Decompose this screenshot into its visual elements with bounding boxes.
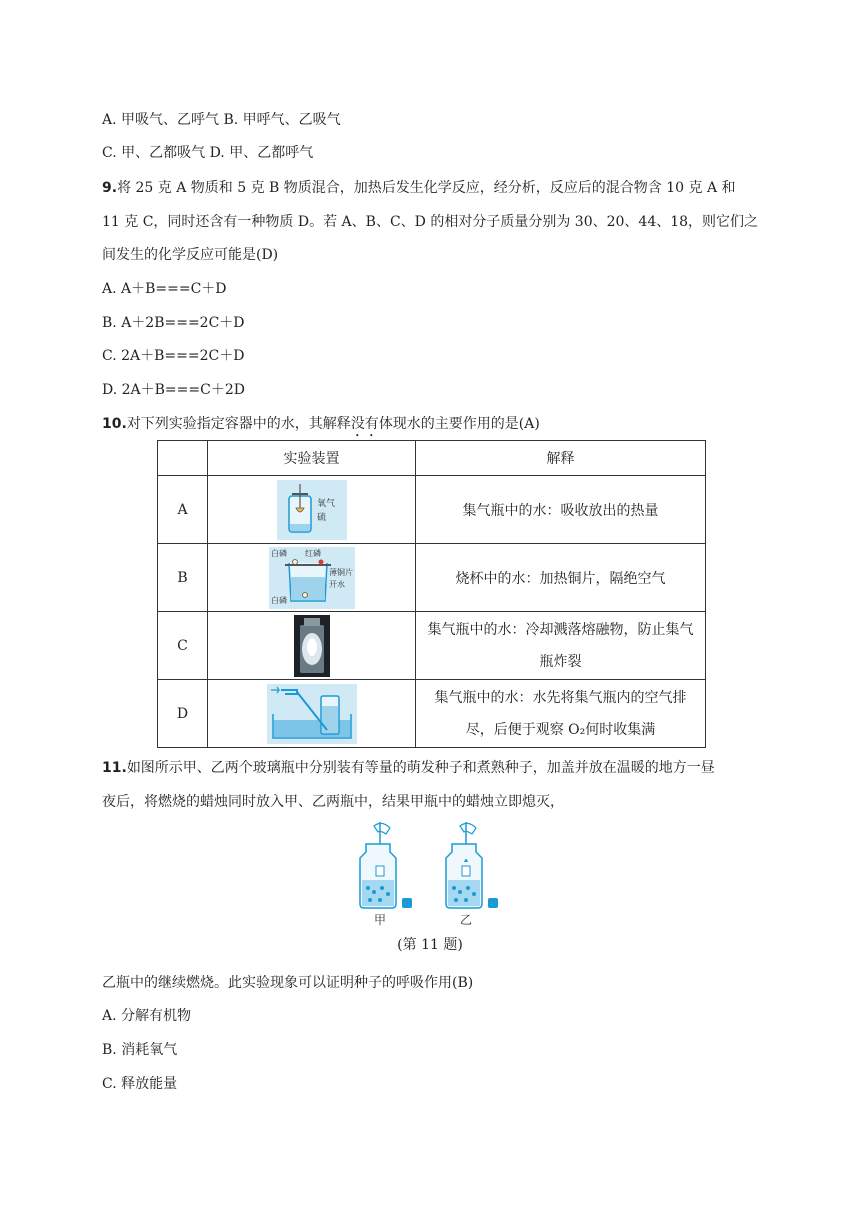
q10-row-a (158, 476, 706, 544)
q10-row-d (158, 680, 706, 748)
jar-yi-label: 乙 (460, 913, 473, 927)
seed-jars-figure (352, 818, 508, 930)
jar-jia (360, 822, 412, 927)
q10-apparatus-a (208, 476, 416, 544)
q11-number: 11. (102, 760, 127, 776)
q9-stem-line3: 间发生的化学反应可能是(D) (102, 247, 279, 263)
q10-explanation-b: 烧杯中的水：加热铜片，隔绝空气 (416, 544, 706, 612)
q11-text1: 如图所示甲、乙两个玻璃瓶中分别装有等量的萌发种子和煮熟种子，加盖并放在温暖的地方一昼 (126, 760, 715, 776)
q10-apparatus-b (208, 544, 416, 612)
q9-option-a: A. A＋B===C＋D (102, 281, 227, 297)
sulfur-burning-jar-figure (277, 480, 347, 540)
q10-stem-before: 对下列实验指定容器中的水，其解释 (126, 416, 351, 432)
iron-burning-jar-photo (294, 615, 330, 677)
q11-option-a: A. 分解有机物 (102, 1008, 192, 1024)
q11-stem-line1 (102, 758, 715, 778)
label-white-phosphorus-water: 白磷 (270, 595, 287, 605)
q9-text1: 将 25 克 A 物质和 5 克 B 物质混合，加热后发生化学反应，经分析，反应后的混合物含 10 克 A 和 (117, 180, 736, 196)
q11-option-b: B. 消耗氧气 (102, 1042, 178, 1058)
q10-table-header (158, 441, 706, 476)
q11-figure-caption: (第 11 题) (397, 937, 463, 953)
q10-header-apparatus: 实验装置 (208, 441, 416, 476)
q8-options-row1: A. 甲吸气、乙呼气 B. 甲呼气、乙吸气 (102, 112, 341, 128)
label-oxygen: 氧气 (316, 498, 335, 509)
q10-stem (102, 414, 540, 440)
q9-option-d: D. 2A＋B===C＋2D (102, 382, 245, 398)
q11-option-c: C. 释放能量 (102, 1076, 178, 1092)
q10-row-label: A (158, 476, 208, 544)
jar-jia-label: 甲 (374, 913, 387, 927)
q9-stem-line2: 11 克 C，同时还含有一种物质 D。若 A、B、C、D 的相对分子质量分别为 30、20、44、18，则它们之 (102, 214, 759, 230)
q10-row-label: B (158, 544, 208, 612)
q10-number: 10. (102, 416, 127, 432)
q10-row-label: D (158, 680, 208, 748)
label-hot-water: 开水 (328, 579, 345, 589)
phosphorus-beaker-figure (269, 547, 355, 609)
q11-stem-line3: 乙瓶中的继续燃烧。此实验现象可以证明种子的呼吸作用(B) (102, 975, 474, 991)
q10-explanation-a: 集气瓶中的水：吸收放出的热量 (416, 476, 706, 544)
q10-row-label: C (158, 612, 208, 680)
q9-stem-line1 (102, 178, 736, 198)
q10-row-b (158, 544, 706, 612)
q9-option-b: B. A＋2B===2C＋D (102, 315, 245, 331)
q10-header-explanation: 解释 (416, 441, 706, 476)
label-white-phosphorus: 白磷 (270, 548, 287, 558)
label-sulfur: 硫 (316, 512, 326, 523)
q10-row-c (158, 612, 706, 680)
label-copper-sheet: 薄铜片 (328, 567, 353, 577)
q9-number: 9. (102, 180, 118, 196)
label-red-phosphorus: 红磷 (304, 548, 321, 558)
jar-yi (446, 822, 498, 927)
q10-apparatus-c (208, 612, 416, 680)
q11-stem-line2: 夜后，将燃烧的蜡烛同时放入甲、乙两瓶中，结果甲瓶中的蜡烛立即熄灭， (102, 794, 564, 810)
q10-stem-emphasis: 没有 (350, 416, 379, 432)
q10-apparatus-d (208, 680, 416, 748)
q8-options-row2: C. 甲、乙都吸气 D. 甲、乙都呼气 (102, 145, 314, 161)
q10-stem-after: 体现水的主要作用的是(A) (378, 416, 540, 432)
q10-table (157, 440, 706, 748)
water-displacement-figure (267, 684, 357, 744)
q10-explanation-c: 集气瓶中的水：冷却溅落熔融物，防止集气瓶炸裂 (416, 612, 706, 680)
q9-option-c: C. 2A＋B===2C＋D (102, 348, 245, 364)
q10-header-empty (158, 441, 208, 476)
q10-explanation-d: 集气瓶中的水：水先将集气瓶内的空气排尽，后便于观察 O₂何时收集满 (416, 680, 706, 748)
